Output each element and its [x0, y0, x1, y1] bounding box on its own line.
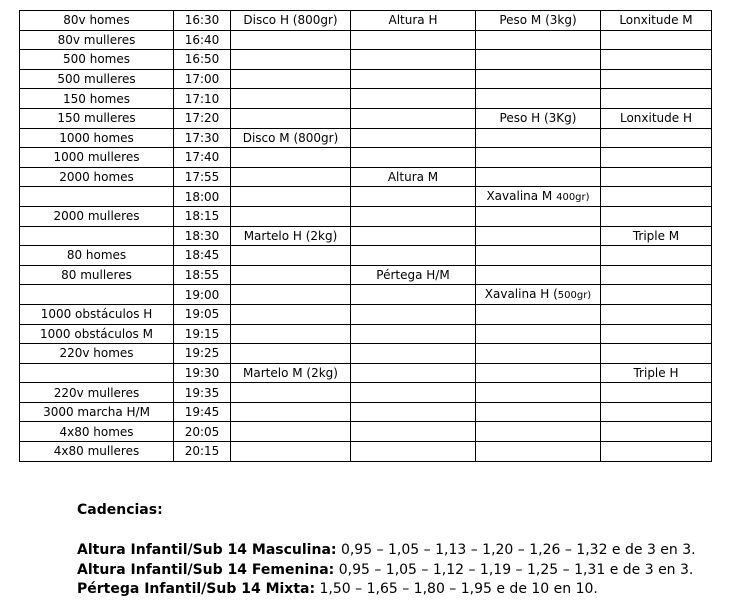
race-cell-text: 2000 mulleres [53, 209, 140, 224]
table-row [20, 11, 712, 31]
high-jump-event-cell [351, 108, 476, 128]
throw-event-cell [231, 69, 351, 89]
time-cell [174, 167, 231, 187]
time-cell-text: 19:05 [184, 307, 220, 322]
cadence-label: Altura Infantil/Sub 14 Masculina: [77, 542, 337, 558]
race-cell-text: 1000 obstáculos M [40, 326, 153, 341]
throw-event-cell [231, 442, 351, 462]
time-cell-text: 19:45 [184, 405, 220, 420]
jump-event-cell [601, 108, 712, 128]
jump-event-cell [601, 442, 712, 462]
time-cell-text: 20:15 [184, 444, 220, 459]
throwing-event-cell [476, 226, 601, 246]
race-cell [20, 363, 174, 383]
throw-event-cell-text: Disco M (800gr) [242, 130, 339, 145]
jump-event-cell [601, 226, 712, 246]
throw-event-cell [231, 324, 351, 344]
time-cell-text: 17:30 [184, 130, 220, 145]
jump-event-cell-text: Triple H [633, 365, 679, 380]
table-row [20, 69, 712, 89]
jump-event-cell-text: Lonxitude H [619, 111, 692, 126]
race-cell-text: 80v mulleres [57, 32, 136, 47]
throwing-event-cell [476, 363, 601, 383]
table-row [20, 442, 712, 462]
race-cell-text: 500 mulleres [57, 72, 136, 87]
time-cell [174, 187, 231, 207]
race-cell [20, 246, 174, 266]
cadences-title: Cadencias: [77, 502, 163, 518]
high-jump-event-cell [351, 442, 476, 462]
race-cell-text: 220v homes [59, 346, 134, 361]
throw-event-cell [231, 128, 351, 148]
high-jump-event-cell [351, 402, 476, 422]
table-row [20, 30, 712, 50]
throwing-event-cell [476, 30, 601, 50]
time-cell-text: 19:35 [184, 385, 220, 400]
throw-event-cell-text: Martelo H (2kg) [243, 228, 338, 243]
throwing-event-cell [476, 285, 601, 305]
jump-event-cell-text: Lonxitude M [619, 13, 693, 28]
table-row [20, 363, 712, 383]
time-cell-text: 18:45 [184, 248, 220, 263]
cadences-list [77, 541, 696, 600]
time-cell-text: 19:15 [184, 326, 220, 341]
race-cell-text: 500 homes [63, 52, 130, 67]
throwing-event-cell [476, 187, 601, 207]
race-cell [20, 265, 174, 285]
race-cell-text: 1000 mulleres [53, 150, 140, 165]
jump-event-cell [601, 206, 712, 226]
weight-note: 500gr) [557, 289, 592, 301]
table-row [20, 148, 712, 168]
race-cell [20, 324, 174, 344]
time-cell-text: 16:50 [184, 52, 220, 67]
high-jump-event-cell [351, 69, 476, 89]
race-cell-text: 80 mulleres [61, 268, 132, 283]
time-cell [174, 324, 231, 344]
race-cell [20, 344, 174, 364]
time-cell-text: 18:30 [184, 228, 220, 243]
jump-event-cell [601, 344, 712, 364]
throwing-event-cell [476, 50, 601, 70]
high-jump-event-cell [351, 265, 476, 285]
throwing-event-cell [476, 108, 601, 128]
race-cell [20, 11, 174, 31]
high-jump-event-cell [351, 422, 476, 442]
time-cell [174, 304, 231, 324]
table-row [20, 108, 712, 128]
jump-event-cell [601, 246, 712, 266]
time-cell [174, 265, 231, 285]
table-row [20, 206, 712, 226]
jump-event-cell [601, 187, 712, 207]
race-cell [20, 167, 174, 187]
time-cell [174, 69, 231, 89]
throwing-event-cell [476, 402, 601, 422]
high-jump-event-cell [351, 246, 476, 266]
race-cell-text: 150 mulleres [57, 111, 136, 126]
race-cell [20, 442, 174, 462]
jump-event-cell [601, 50, 712, 70]
table-row [20, 50, 712, 70]
jump-event-cell [601, 383, 712, 403]
race-cell [20, 383, 174, 403]
race-cell-text: 220v mulleres [53, 385, 140, 400]
throw-event-cell [231, 167, 351, 187]
race-cell-text: 4x80 mulleres [53, 444, 140, 459]
time-cell-text: 17:10 [184, 91, 220, 106]
throwing-event-cell [476, 265, 601, 285]
time-cell [174, 30, 231, 50]
jump-event-cell [601, 402, 712, 422]
cadence-line [77, 580, 696, 600]
time-cell-text: 19:25 [184, 346, 220, 361]
race-cell [20, 187, 174, 207]
high-jump-event-cell [351, 324, 476, 344]
time-cell [174, 128, 231, 148]
throwing-event-cell [476, 206, 601, 226]
throwing-event-cell-text: Xavalina M [486, 188, 557, 203]
race-cell [20, 206, 174, 226]
time-cell-text: 17:55 [184, 170, 220, 185]
table-row [20, 89, 712, 109]
time-cell-text: 18:15 [184, 209, 220, 224]
throw-event-cell [231, 265, 351, 285]
cadence-value: 1,50 – 1,65 – 1,80 – 1,95 e de 10 en 10. [315, 581, 598, 597]
cadence-value: 0,95 – 1,05 – 1,12 – 1,19 – 1,25 – 1,31 e de 3 en 3. [334, 561, 694, 578]
jump-event-cell [601, 11, 712, 31]
race-cell-text: 1000 homes [59, 130, 134, 145]
cadence-line [77, 561, 696, 581]
throwing-event-cell [476, 148, 601, 168]
table-row [20, 285, 712, 305]
throw-event-cell [231, 50, 351, 70]
throw-event-cell [231, 383, 351, 403]
jump-event-cell [601, 89, 712, 109]
high-jump-event-cell [351, 30, 476, 50]
throwing-event-cell [476, 69, 601, 89]
race-cell [20, 285, 174, 305]
weight-note: 400gr) [556, 191, 590, 203]
throw-event-cell [231, 206, 351, 226]
high-jump-event-cell [351, 11, 476, 31]
cadence-value: 0,95 – 1,05 – 1,13 – 1,20 – 1,26 – 1,32 e de 3 en 3. [336, 542, 696, 558]
table-row [20, 402, 712, 422]
table-row [20, 187, 712, 207]
race-cell [20, 128, 174, 148]
time-cell-text: 16:40 [184, 32, 220, 47]
cadence-label: Altura Infantil/Sub 14 Femenina: [77, 561, 335, 578]
race-cell-text: 150 homes [63, 91, 130, 106]
race-cell [20, 402, 174, 422]
cadence-label: Pértega Infantil/Sub 14 Mixta: [77, 581, 316, 597]
time-cell [174, 383, 231, 403]
time-cell [174, 108, 231, 128]
time-cell-text: 18:00 [184, 189, 220, 204]
table-row [20, 422, 712, 442]
jump-event-cell [601, 285, 712, 305]
race-cell [20, 108, 174, 128]
jump-event-cell [601, 363, 712, 383]
throw-event-cell [231, 30, 351, 50]
table-row [20, 304, 712, 324]
time-cell-text: 17:00 [184, 72, 220, 87]
high-jump-event-cell [351, 383, 476, 403]
time-cell-text: 17:20 [184, 111, 220, 126]
high-jump-event-cell [351, 226, 476, 246]
throw-event-cell [231, 148, 351, 168]
throwing-event-cell-text: Peso H (3Kg) [499, 111, 577, 126]
jump-event-cell [601, 304, 712, 324]
time-cell [174, 246, 231, 266]
throwing-event-cell [476, 128, 601, 148]
jump-event-cell [601, 128, 712, 148]
throw-event-cell-text: Disco H (800gr) [243, 13, 338, 28]
cadence-line [77, 541, 696, 561]
race-cell [20, 226, 174, 246]
high-jump-event-cell-text: Altura H [388, 13, 438, 28]
throwing-event-cell [476, 422, 601, 442]
table-row [20, 344, 712, 364]
throw-event-cell [231, 226, 351, 246]
time-cell [174, 89, 231, 109]
high-jump-event-cell [351, 50, 476, 70]
time-cell-text: 17:40 [184, 150, 220, 165]
time-cell [174, 11, 231, 31]
race-cell-text: 4x80 homes [59, 424, 134, 439]
time-cell-text: 16:30 [184, 13, 220, 28]
high-jump-event-cell [351, 89, 476, 109]
time-cell [174, 148, 231, 168]
table-row [20, 246, 712, 266]
table-row [20, 167, 712, 187]
time-cell-text: 20:05 [184, 424, 220, 439]
jump-event-cell [601, 30, 712, 50]
race-cell [20, 89, 174, 109]
high-jump-event-cell [351, 187, 476, 207]
throw-event-cell [231, 246, 351, 266]
time-cell [174, 226, 231, 246]
throw-event-cell [231, 402, 351, 422]
high-jump-event-cell [351, 128, 476, 148]
throwing-event-cell [476, 89, 601, 109]
throwing-event-cell [476, 304, 601, 324]
race-cell-text: 1000 obstáculos H [40, 307, 153, 322]
race-cell [20, 422, 174, 442]
race-cell [20, 69, 174, 89]
throwing-event-cell [476, 344, 601, 364]
race-cell [20, 148, 174, 168]
jump-event-cell [601, 265, 712, 285]
time-cell-text: 18:55 [184, 268, 220, 283]
time-cell-text: 19:30 [184, 365, 220, 380]
high-jump-event-cell [351, 363, 476, 383]
throwing-event-cell [476, 167, 601, 187]
throw-event-cell [231, 89, 351, 109]
throw-event-cell [231, 363, 351, 383]
throw-event-cell-text: Martelo M (2kg) [243, 365, 338, 380]
high-jump-event-cell [351, 206, 476, 226]
race-cell-text: 2000 homes [59, 170, 134, 185]
time-cell [174, 442, 231, 462]
throw-event-cell [231, 344, 351, 364]
throw-event-cell [231, 11, 351, 31]
throwing-event-cell [476, 246, 601, 266]
jump-event-cell [601, 69, 712, 89]
race-cell-text: 80v homes [63, 13, 130, 28]
high-jump-event-cell-text: Pértega H/M [376, 268, 450, 283]
table-row [20, 226, 712, 246]
throwing-event-cell [476, 11, 601, 31]
throwing-event-cell [476, 442, 601, 462]
time-cell-text: 19:00 [184, 287, 220, 302]
table-row [20, 324, 712, 344]
race-cell-text: 80 homes [66, 248, 127, 263]
time-cell [174, 50, 231, 70]
throw-event-cell [231, 285, 351, 305]
jump-event-cell-text: Triple M [632, 228, 680, 243]
table-row [20, 383, 712, 403]
throwing-event-cell [476, 383, 601, 403]
throw-event-cell [231, 187, 351, 207]
jump-event-cell [601, 422, 712, 442]
high-jump-event-cell [351, 344, 476, 364]
throwing-event-cell-text: Xavalina H ( [484, 286, 558, 301]
race-cell [20, 30, 174, 50]
time-cell [174, 402, 231, 422]
time-cell [174, 344, 231, 364]
throw-event-cell [231, 422, 351, 442]
time-cell [174, 285, 231, 305]
throwing-event-cell-text: Peso M (3kg) [499, 13, 577, 28]
jump-event-cell [601, 167, 712, 187]
time-cell [174, 422, 231, 442]
schedule-table [19, 10, 712, 462]
high-jump-event-cell [351, 167, 476, 187]
schedule-body [20, 11, 712, 462]
throw-event-cell [231, 304, 351, 324]
jump-event-cell [601, 324, 712, 344]
race-cell [20, 304, 174, 324]
time-cell [174, 206, 231, 226]
time-cell [174, 363, 231, 383]
high-jump-event-cell [351, 304, 476, 324]
throw-event-cell [231, 108, 351, 128]
high-jump-event-cell [351, 148, 476, 168]
table-row [20, 265, 712, 285]
race-cell-text: 3000 marcha H/M [43, 405, 150, 420]
race-cell [20, 50, 174, 70]
jump-event-cell [601, 148, 712, 168]
high-jump-event-cell-text: Altura M [387, 170, 439, 185]
throwing-event-cell [476, 324, 601, 344]
high-jump-event-cell [351, 285, 476, 305]
table-row [20, 128, 712, 148]
